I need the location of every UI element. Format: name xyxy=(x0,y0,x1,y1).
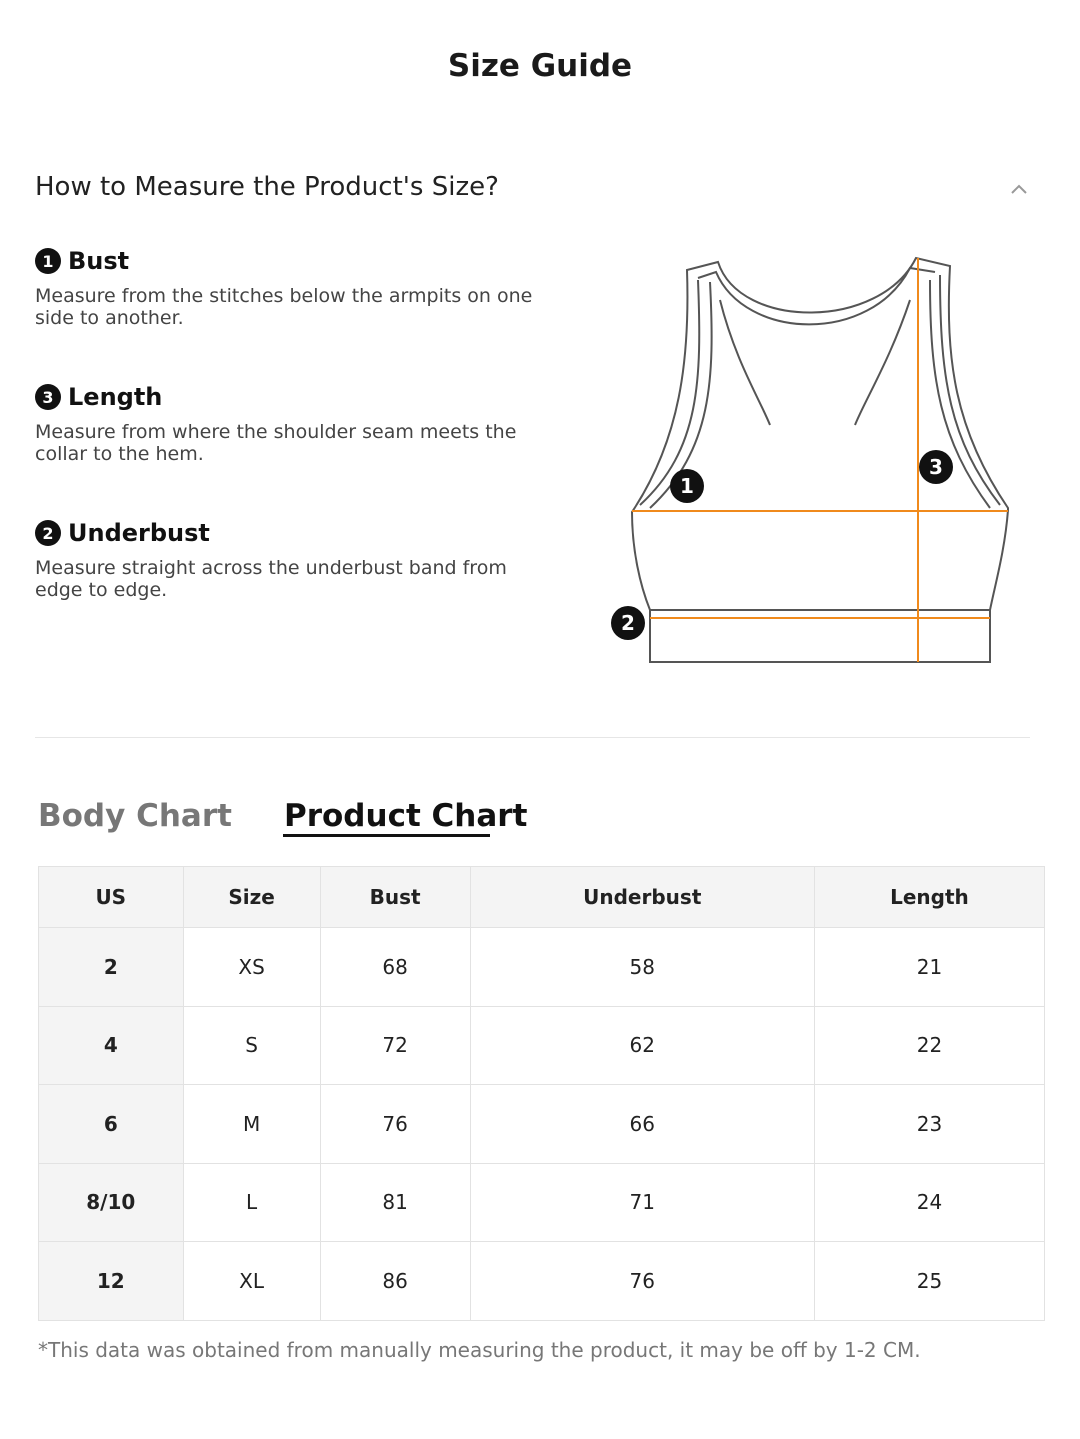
guide-title: Length xyxy=(68,383,163,411)
number-badge: 1 xyxy=(35,248,61,274)
marker-2 xyxy=(611,606,645,640)
table-cell: 71 xyxy=(470,1163,814,1242)
table-cell: 62 xyxy=(470,1006,814,1085)
tab-body-chart[interactable]: Body Chart xyxy=(38,798,232,834)
svg-text:1: 1 xyxy=(680,474,694,498)
table-cell: 68 xyxy=(320,928,470,1007)
table-cell: 76 xyxy=(320,1085,470,1164)
table-cell: 66 xyxy=(470,1085,814,1164)
page-title: Size Guide xyxy=(447,48,633,84)
table-cell: 81 xyxy=(320,1163,470,1242)
guide-bust xyxy=(35,247,555,329)
table-cell: S xyxy=(183,1006,320,1085)
table-cell: 72 xyxy=(320,1006,470,1085)
guide-length xyxy=(35,383,555,465)
guide-description: Measure straight across the underbust band from edge to edge. xyxy=(35,557,507,601)
table-row xyxy=(39,1006,1045,1085)
table-row xyxy=(39,928,1045,1007)
size-table xyxy=(38,866,1045,1321)
table-cell: 25 xyxy=(814,1242,1044,1321)
measurement-lines xyxy=(632,258,1008,662)
column-header: Length xyxy=(814,867,1044,928)
garment-outline xyxy=(632,258,1008,662)
tab-product-chart[interactable]: Product Chart xyxy=(284,798,528,834)
measure-accordion-header[interactable] xyxy=(35,170,1035,210)
measurement-footnote: *This data was obtained from manually measuring the product, it may be off by 1-2 CM. xyxy=(38,1338,921,1362)
guide-description: Measure from where the shoulder seam meets the collar to the hem. xyxy=(35,421,517,465)
active-tab-indicator xyxy=(283,834,490,837)
sports-bra-diagram xyxy=(600,250,1030,680)
number-badge: 3 xyxy=(35,384,61,410)
table-cell: 8/10 xyxy=(39,1163,184,1242)
table-header-row xyxy=(39,867,1045,928)
guide-title: Underbust xyxy=(68,519,210,547)
marker-3 xyxy=(919,450,953,484)
chevron-up-icon[interactable] xyxy=(1007,178,1031,202)
svg-text:2: 2 xyxy=(621,611,635,635)
svg-text:3: 3 xyxy=(929,455,943,479)
table-cell: 21 xyxy=(814,928,1044,1007)
table-cell: 24 xyxy=(814,1163,1044,1242)
column-header: Bust xyxy=(320,867,470,928)
number-badge: 2 xyxy=(35,520,61,546)
accordion-title: How to Measure the Product's Size? xyxy=(35,172,499,202)
table-cell: L xyxy=(183,1163,320,1242)
guide-title: Bust xyxy=(68,247,130,275)
section-divider xyxy=(35,737,1030,738)
guide-underbust xyxy=(35,519,555,601)
table-cell: 86 xyxy=(320,1242,470,1321)
table-row xyxy=(39,1085,1045,1164)
table-cell: 12 xyxy=(39,1242,184,1321)
column-header: Underbust xyxy=(470,867,814,928)
marker-1 xyxy=(670,469,704,503)
table-cell: 23 xyxy=(814,1085,1044,1164)
table-cell: XS xyxy=(183,928,320,1007)
table-cell: 4 xyxy=(39,1006,184,1085)
table-cell: M xyxy=(183,1085,320,1164)
column-header: US xyxy=(39,867,184,928)
guide-description: Measure from the stitches below the armpits on one side to another. xyxy=(35,285,533,329)
column-header: Size xyxy=(183,867,320,928)
table-cell: 58 xyxy=(470,928,814,1007)
table-cell: XL xyxy=(183,1242,320,1321)
table-cell: 22 xyxy=(814,1006,1044,1085)
table-cell: 76 xyxy=(470,1242,814,1321)
table-row xyxy=(39,1163,1045,1242)
table-cell: 6 xyxy=(39,1085,184,1164)
table-cell: 2 xyxy=(39,928,184,1007)
table-row xyxy=(39,1242,1045,1321)
